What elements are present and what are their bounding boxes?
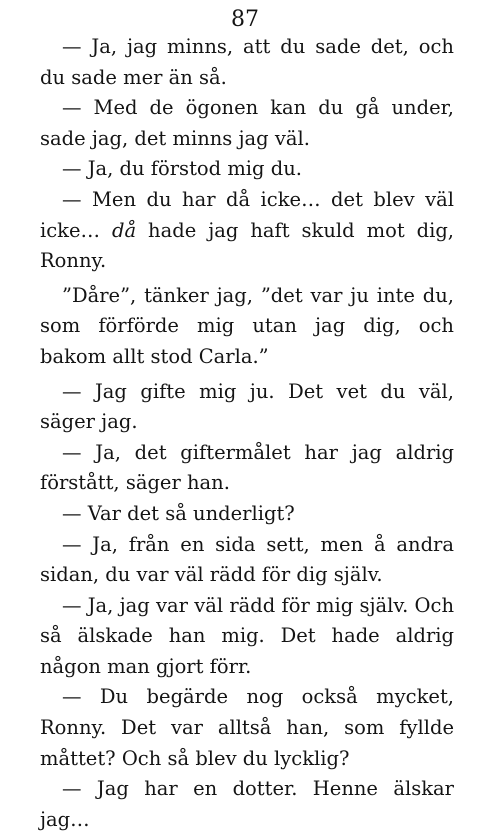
paragraph <box>40 185 454 277</box>
paragraph-text: hade jag haft skuld mot dig, Ronny. <box>40 218 455 273</box>
paragraph: ”Dåre”, tänker jag, ”det var ju inte du, som förförde mig utan jag dig, och bakom allt stod Carla.” <box>40 283 454 368</box>
paragraph: — Ja, jag minns, att du sade det, och du sade mer än så. <box>40 35 454 89</box>
italic-word: då <box>111 218 137 242</box>
paragraph: — Med de ögonen kan du gå under, sade jag, det minns jag väl. <box>40 96 454 150</box>
paragraph: — Du begärde nog också mycket, Ronny. Det var alltså han, som fyllde måttet? Och så blev du lycklig? <box>40 685 454 770</box>
paragraph: — Ja, från en sida sett, men å andra sidan, du var väl rädd för dig själv. <box>40 532 454 587</box>
paragraph-text: — Men du har då icke… det blev väl icke… <box>40 187 454 242</box>
page-number: 87 <box>231 7 259 32</box>
paragraph: — Ja, det giftermålet har jag aldrig förstått, säger han. <box>40 440 454 495</box>
page-text <box>40 32 454 835</box>
paragraph: — Jag har en dotter. Henne älskar jag… <box>40 777 454 831</box>
paragraph: — Ja, du förstod mig du. <box>62 157 302 181</box>
paragraph: — Ja, jag var väl rädd för mig själv. Och så älskade han mig. Det hade aldrig någon man gjort förr. <box>40 593 454 678</box>
paragraph: — Jag gifte mig ju. Det vet du väl, säger jag. <box>40 379 454 434</box>
paragraph: — Var det så underligt? <box>62 501 295 525</box>
